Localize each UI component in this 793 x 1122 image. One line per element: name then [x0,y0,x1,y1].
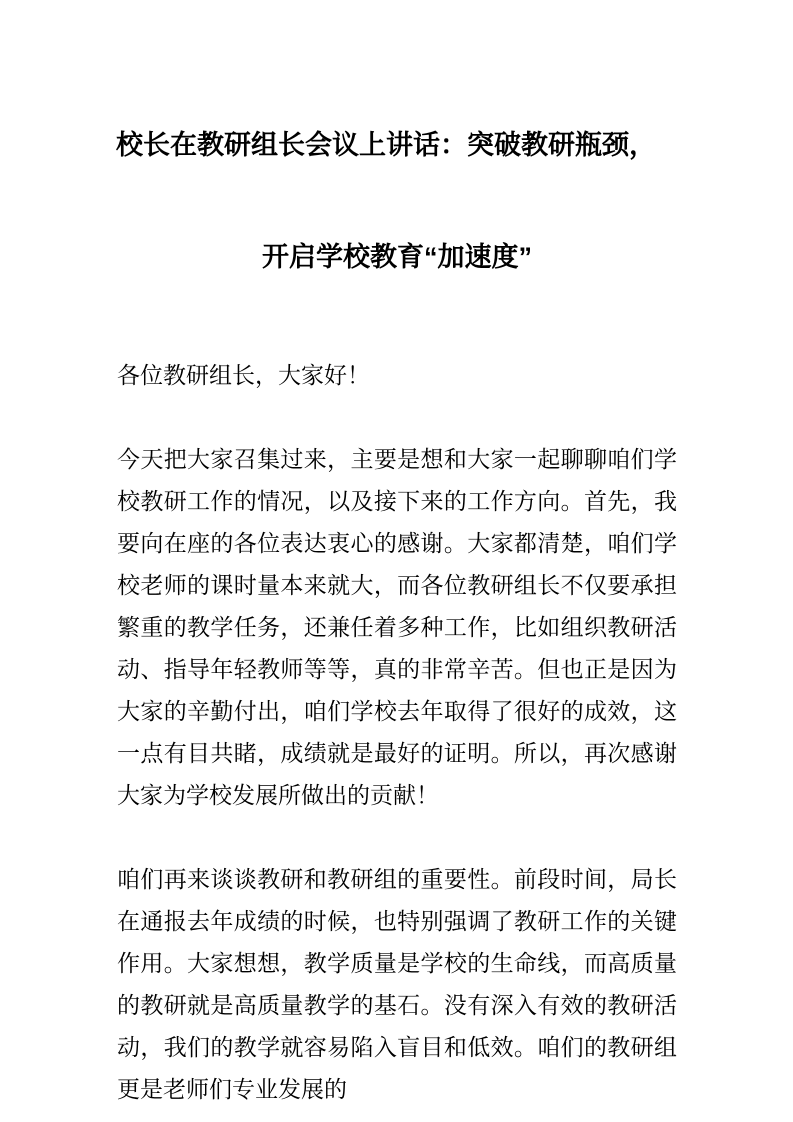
body-paragraph-1: 今天把大家召集过来，主要是想和大家一起聊聊咱们学校教研工作的情况，以及接下来的工作方向。首先，我要向在座的各位表达衷心的感谢。大家都清楚，咱们学校老师的课时量本来就大，而各位教研组长不仅要承担繁重的教学任务，还兼任着多种工作，比如组织教研活动、指导年轻教师等等，真的非常辛苦。但也正是因为大家的辛勤付出，咱们学校去年取得了很好的成效，这一点有目共睹，成绩就是最好的证明。所以，再次感谢大家为学校发展所做出的贡献！ [117,446,677,808]
salutation-paragraph: 各位教研组长，大家好！ [117,362,370,388]
document-body [117,0,677,1110]
page-title [117,0,677,286]
page-title-line-1: 校长在教研组长会议上讲话：突破教研瓶颈， [116,130,656,160]
body-paragraph-2: 咱们再来谈谈教研和教研组的重要性。前段时间，局长在通报去年成绩的时候，也特别强调了教研工作的关键作用。大家想想，教学质量是学校的生命线，而高质量的教研就是高质量教学的基石。没有深入有效的教研活动，我们的教学就容易陷入盲目和低效。咱们的教研组更是老师们专业发展的 [117,866,677,1102]
page-title-line-2: 开启学校教育“加速度” [262,242,532,272]
